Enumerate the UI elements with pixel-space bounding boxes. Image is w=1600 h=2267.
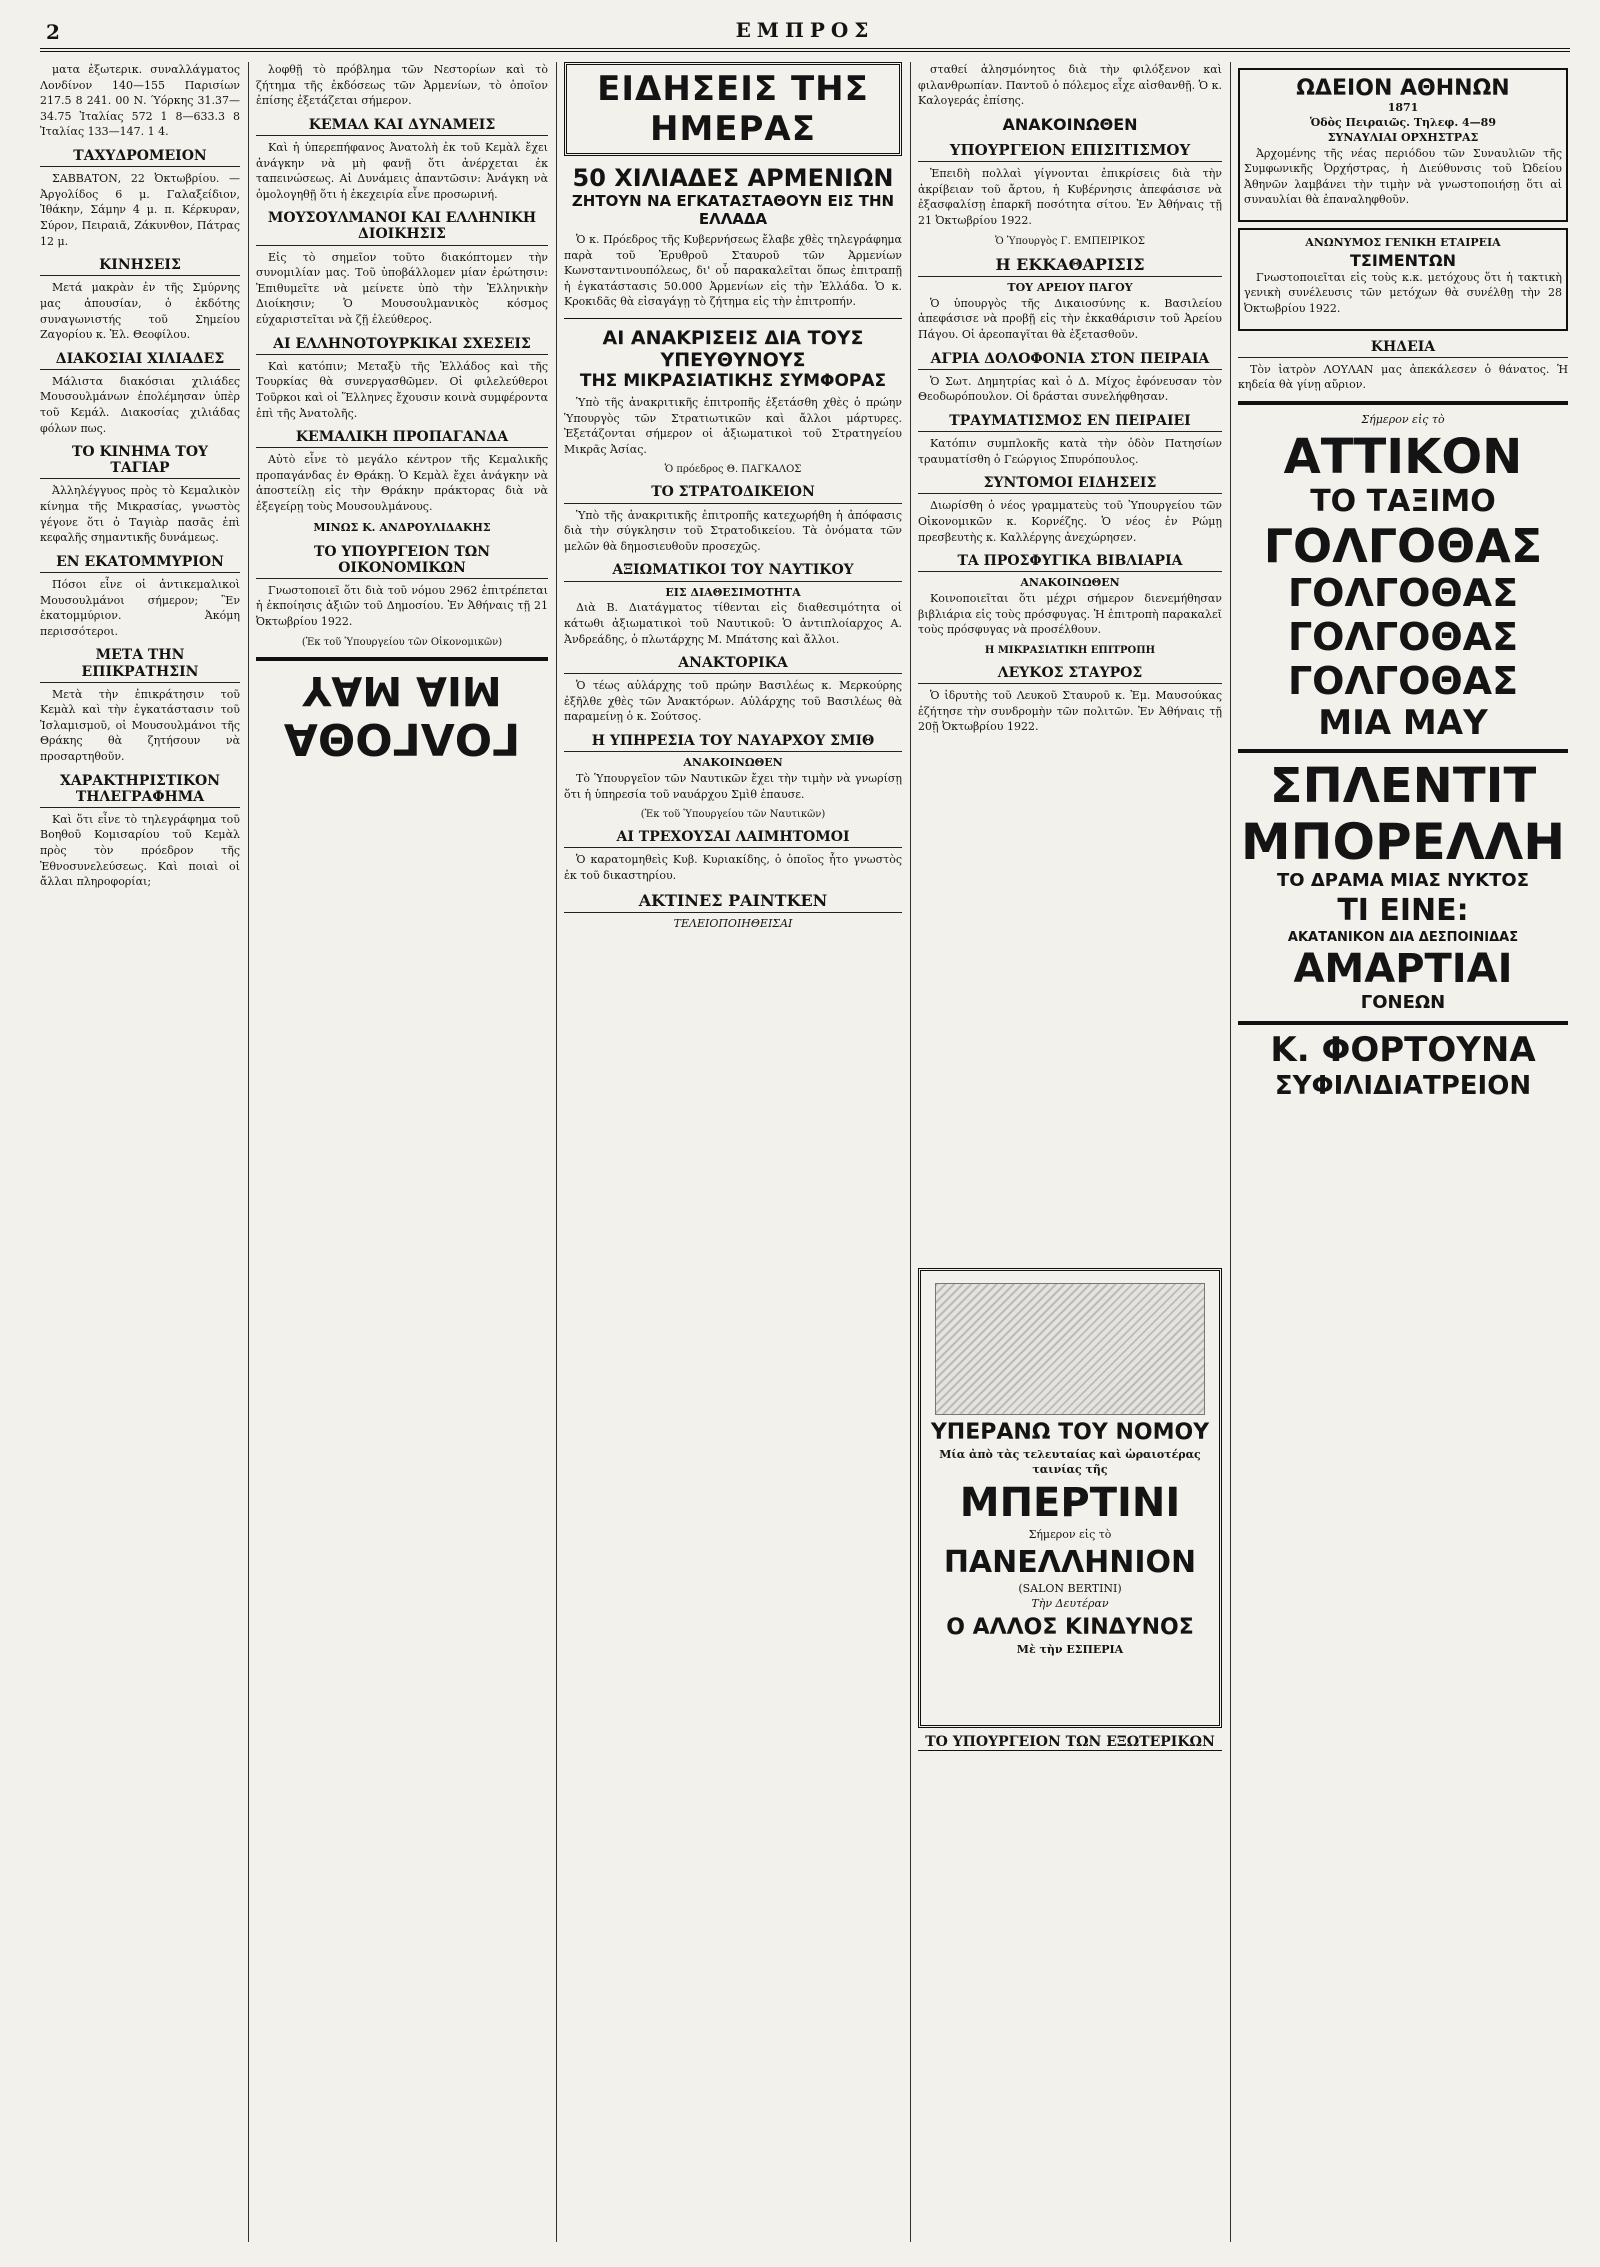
column4-intro: σταθεί ἀλησμόνητος διὰ τὴν φιλόξενον καὶ φιλανθρωπίαν. Παντοῦ ὁ πόλεμος εἶχε αἰσθανθῇ. Ὁ κ. Καλογεράς ἐπίσης. <box>918 63 1222 108</box>
after-prevalence-text: Μετὰ τὴν ἐπικράτησιν τοῦ Κεμὰλ καὶ τὴν ἐγκατάστασιν τοῦ Ἰσλαμισμοῦ, οἱ Μουσουλμάνοι τῆς Θράκης θὰ ζητήσουν νὰ προσαρτηθοῦν. <box>40 687 240 764</box>
cement-text: Γνωστοποιεῖται εἰς τοὺς κ.κ. μετόχους ὅτι ἡ τακτικὴ γενικὴ συνέλευσις τῶν μετόχων θὰ συνέλθῃ τὴν 28 Ὀκτωβρίου 1922. <box>1244 270 1562 316</box>
ad-other-danger: Ο ΑΛΛΟΣ ΚΙΝΔΥΝΟΣ <box>946 1614 1194 1640</box>
inquiries-title: ΑΙ ΑΝΑΚΡΙΣΕΙΣ ΔΙΑ ΤΟΥΣ ΥΠΕΥΘΥΝΟΥΣ <box>602 327 864 372</box>
newspaper-page <box>40 18 1570 2248</box>
attikon-today: Σήμερον εἰς τὸ <box>1361 412 1445 426</box>
drama-title: ΤΟ ΔΡΑΜΑ ΜΙΑΣ ΝΥΚΤΟΣ <box>1276 870 1530 892</box>
guillotines-heading: ΑΙ ΤΡΕΧΟΥΣΑΙ ΛΑΙΜΗΤΟΜΟΙ <box>564 829 902 848</box>
exchange-rates: ματα ἐξωτερικ. συναλλάγματος Λονδίνον 140—155 Παρισίων 217.5 8 241. 00 Ν. Ύόρκης 31.37—34.75 Ἰταλίας 572 1 8—633.3 8 Ἰταλίας 133—147. 1 4. <box>40 63 240 139</box>
odeion-address: Ὁδὸς Πειραιῶς. Τηλεφ. 4—89 <box>1310 115 1496 129</box>
armenians-subtitle: ΖΗΤΟΥΝ ΝΑ ΕΓΚΑΤΑΣΤΑΘΟΥΝ ΕΙΣ ΤΗΝ ΕΛΛΑΔΑ <box>571 192 895 228</box>
announcement-label: ΑΝΑΚΟΙΝΩΘΕΝ <box>1002 114 1138 134</box>
finance-ministry-source: (Ἐκ τοῦ Ὑπουργείου τῶν Οἰκονομικῶν) <box>301 636 503 648</box>
injury-text: Κατόπιν συμπλοκῆς κατὰ τὴν ὁδὸν Πατησίων τραυματίσθη ὁ Γεώργιος Σπυρόπουλος. <box>918 436 1222 466</box>
divider <box>1238 401 1568 405</box>
admiral-smith-heading: Η ΥΠΗΡΕΣΙΑ ΤΟΥ ΝΑΥΑΡΧΟΥ ΣΜΙΘ <box>564 733 902 752</box>
short-news-text: Διωρίσθη ὁ νέος γραμματεὺς τοῦ Ὑπουργείου τῶν Οἰκονομικῶν κ. Κορνέζης. Ὁ νέος ἐν Ρώμῃ πρεσβευτὴς κ. Καλλέργης ἀνεχώρησεν. <box>918 499 1222 544</box>
two-hundred-thousand-text: Μάλιστα διακόσιαι χιλιάδες Μουσουλμάνων ἐπολέμησαν ὑπὲρ τοῦ Κεμάλ. Διακοσίας χιλιάδας φόλων πως. <box>40 374 240 435</box>
refugee-booklets-subheading: ΑΝΑΚΟΙΝΩΘΕΝ <box>1020 576 1120 590</box>
murder-heading: ΑΓΡΙΑ ΔΟΛΟΦΟΝΙΑ ΣΤΟΝ ΠΕΙΡΑΙΑ <box>918 351 1222 370</box>
two-hundred-thousand-heading: ΔΙΑΚΟΣΙΑΙ ΧΙΛΙΑΔΕΣ <box>40 351 240 370</box>
supply-ministry-text: Ἐπειδὴ πολλαὶ γίγνονται ἐπικρίσεις διὰ τὴν ἀκρίβειαν τοῦ ἄρτου, ἡ Κυβέρνησις ἀπεφάσισε νὰ ἐξασφαλίσῃ ἐπαρκῆ ποσότητα σίτου. Ἐν Ἀθήναις τῇ 21 Ὀκτωβρίου 1922. <box>918 167 1222 227</box>
cement-company-ad <box>1238 228 1568 331</box>
tagiar-heading: ΤΟ ΚΙΝΗΜΑ ΤΟΥ ΤΑΓΙΑΡ <box>40 444 240 479</box>
ad-above-the-law: ΥΠΕΡΑΝΩ ΤΟΥ ΝΟΜΟΥ <box>930 1420 1210 1445</box>
x-rays-heading: ΑΚΤΙΝΕΣ ΡΑΙΝΤΚΕΝ <box>564 892 902 913</box>
column-5 <box>1238 62 1568 2242</box>
purge-text: Ὁ ὑπουργὸς τῆς Δικαιοσύνης κ. Βασιλείου ἀπεφάσισε νὰ προβῇ εἰς τὴν ἐκκαθάρισιν τοῦ Ἀρείου Πάγου. Οἱ ἀρεοπαγῖται θὰ ἐξετασθοῦν. <box>918 296 1222 341</box>
upside-down-ad <box>256 666 548 764</box>
ad-panellinion: ΠΑΝΕΛΛΗΝΙΟΝ <box>943 1544 1197 1580</box>
fortouna-name: Κ. ΦΟΡΤΟΥΝΑ <box>1270 1030 1536 1071</box>
column2-intro: λοφθῇ τὸ πρόβλημα τῶν Νεστορίων καὶ τὸ ζήτημα τῆς ἐκδόσεως τῶν Ἀρμενίων, τὸ ὁποῖον ἐπίσης ἐξετάζεται σήμερον. <box>256 63 548 108</box>
admiral-smith-source: (Ἐκ τοῦ Ὑπουργείου τῶν Ναυτικῶν) <box>640 809 826 821</box>
ti-eine-title: ΤΙ ΕΙΝΕ: <box>1337 893 1469 929</box>
odeion-year: 1871 <box>1387 101 1419 114</box>
palace-news-heading: ΑΝΑΚΤΟΡΙΚΑ <box>564 655 902 674</box>
supply-ministry-heading: ΥΠΟΥΡΓΕΙΟΝ ΕΠΙΣΙΤΙΣΜΟΥ <box>918 142 1222 162</box>
column-4 <box>918 62 1222 2242</box>
greek-turkish-text: Καὶ κατόπιν; Μεταξὺ τῆς Ἑλλάδος καὶ τῆς Τουρκίας θὰ συνεργασθῶμεν. Οἱ φιλελεύθεροι Τοῦρκοι καὶ οἱ Ἕλληνες ἔχουσιν κοινὰ συμφέροντα ἐπὶ τῆς Ἀνατολῆς. <box>256 359 548 420</box>
white-cross-heading: ΛΕΥΚΟΣ ΣΤΑΥΡΟΣ <box>918 665 1222 684</box>
armenians-text: Ὁ κ. Πρόεδρος τῆς Κυβερνήσεως ἔλαβε χθὲς τηλεγράφημα παρὰ τοῦ Ἐρυθροῦ Σταυροῦ τῶν Ἀρμενίων Κωνσταντινουπόλεως, δι' οὗ παρακαλεῖται ὅπως ἐπιτραπῇ ἡ ἐγκατάστασις 50.000 Ἀρμενίων εἰς τὴν Ἑλλάδα. Ὁ κ. Κροκιδᾶς θὰ εἰσαγάγῃ τὸ ζήτημα εἰς τὴν ἐπιτροπήν. <box>564 233 902 309</box>
amartiai-title: ΑΜΑΡΤΙΑΙ <box>1293 946 1513 993</box>
refugee-booklets-text: Κοινοποιεῖται ὅτι μέχρι σήμερον διενεμήθησαν βιβλιάρια εἰς τοὺς πρόσφυγας. Ἡ ἐπιτροπὴ παρακαλεῖ τοὺς πρόσφυγας νὰ προσέλθουν. <box>918 592 1222 637</box>
asia-minor-committee: Η ΜΙΚΡΑΣΙΑΤΙΚΗ ΕΠΙΤΡΟΠΗ <box>984 644 1156 656</box>
armenians-title: 50 ΧΙΛΙΑΔΕΣ ΑΡΜΕΝΙΩΝ <box>572 164 894 192</box>
akatanikon-title: ΑΚΑΤΑΝΙΚΟΝ ΔΙΑ ΔΕΣΠΟΙΝΙΔΑΣ <box>1287 929 1519 945</box>
one-million-text: Πόσοι εἶνε οἱ ἀντικεμαλικοὶ Μουσουλμάνοι σήμερον; Ἓν ἑκατομμύριον. Ἀκόμη περισσότεροι. <box>40 577 240 638</box>
inquiries-signature: Ὁ πρόεδρος Θ. ΠΑΓΚΑΛΟΣ <box>664 464 802 476</box>
odeion-concerts: ΣΥΝΑΥΛΙΑΙ ΟΡΧΗΣΤΡΑΣ <box>1327 130 1479 144</box>
golgothas-1: ΓΟΛΓΟΘΑΣ <box>1263 518 1543 573</box>
column-rule <box>910 62 911 2242</box>
funeral-text: Τὸν ἰατρὸν ΛΟΥΛΑΝ μας ἀπεκάλεσεν ὁ θάνατος. Ἡ κηδεία θὰ γίνῃ αὔριον. <box>1238 362 1568 392</box>
funeral-heading: ΚΗΔΕΙΑ <box>1238 339 1568 358</box>
x-rays-subheading: ΤΕΛΕΙΟΠΟΙΗΘΕΙΣΑΙ <box>673 916 793 930</box>
column-2 <box>256 62 548 2242</box>
greek-turkish-heading: ΑΙ ΕΛΛΗΝΟΤΟΥΡΚΙΚΑΙ ΣΧΕΣΕΙΣ <box>256 336 548 355</box>
syfilidiatreion: ΣΥΦΙΛΙΔΙΑΤΡΕΙΟΝ <box>1274 1070 1532 1101</box>
tagiar-text: Ἀλληλέγγυος πρὸς τὸ Κεμαλικὸν κίνημα τῆς Μικρασίας, γνωστὸς γέγονε ὅτι ὁ Ταγιὰρ πασᾶς ἐπὶ κεφαλῆς σημαντικῆς δυνάμεως. <box>40 484 240 545</box>
divider <box>1238 749 1568 753</box>
foreign-ministry-heading: ΤΟ ΥΠΟΥΡΓΕΙΟΝ ΤΩΝ ΕΞΩΤΕΡΙΚΩΝ <box>918 1734 1222 1751</box>
admiral-smith-subheading: ΑΝΑΚΟΙΝΩΘΕΝ <box>683 756 783 770</box>
post-text: ΣΑΒΒΑΤΟΝ, 22 Ὀκτωβρίου. — Ἀργολίδος 6 μ. Γαλαξείδιον, Ἰθάκην, Σάμην 4 μ. π. Κέρκυραν, Σύρον, Πειραιᾶ, Ζάκυνθον, Πάτρας 12 μ. <box>40 172 240 248</box>
after-prevalence-heading: ΜΕΤΑ ΤΗΝ ΕΠΙΚΡΑΤΗΣΙΝ <box>40 647 240 682</box>
divider <box>1238 1021 1568 1025</box>
naval-officers-heading: ΑΞΙΩΜΑΤΙΚΟΙ ΤΟΥ ΝΑΥΤΙΚΟΥ <box>564 562 902 581</box>
telegram-text: Καὶ ὅτι εἶνε τὸ τηλεγράφημα τοῦ Βοηθοῦ Κομισαρίου τοῦ Κεμὰλ πρὸς τὸν πρόεδρον τῆς Ἐθνοσυνελεύσεως. Καὶ ποιαὶ οἱ ἄλλαι πληροφορίαι; <box>40 812 240 889</box>
post-heading: ΤΑΧΥΔΡΟΜΕΙΟΝ <box>40 148 240 167</box>
movements-heading: ΚΙΝΗΣΕΙΣ <box>40 257 240 276</box>
admiral-smith-text: Τὸ Ὑπουργεῖον τῶν Ναυτικῶν ἔχει τὴν τιμὴν νὰ γνωρίσῃ ὅτι ἡ ὑπηρεσία τοῦ ναυάρχου Σμὶθ ἐπαυσε. <box>564 772 902 801</box>
finance-ministry-text: Γνωστοποιεῖ ὅτι διὰ τοῦ νόμου 2962 ἐπιτρέπεται ἡ ἐκποίησις ἀξιῶν τοῦ Δημοσίου. Ἐν Ἀθήναις τῇ 21 Ὀκτωβρίου 1922. <box>256 583 548 628</box>
ad-tagline: Μία ἀπὸ τὰς τελευταίας καὶ ὡραιοτέρας ταινίας τῆς <box>939 1448 1201 1476</box>
movements-text: Μετά μακρὰν ἐν τῆς Σμύρνης μας ἀπουσίαν, ὁ ἐκδότης συναγωνιστής τοῦ Σημείου Ζαγορίου κ. Ἑλ. Θεοφίλου. <box>40 281 240 342</box>
attikon-cinema: ΑΤΤΙΚΟΝ <box>1283 428 1523 485</box>
ad-esperia: Μὲ τὴν ΕΣΠΕΡΙΑ <box>1016 1642 1124 1656</box>
golgothas-2: ΓΟΛΓΟΘΑΣ <box>1287 570 1519 615</box>
cement-title: ΑΝΩΝΥΜΟΣ ΓΕΝΙΚΗ ΕΤΑΙΡΕΙΑ <box>1305 235 1501 249</box>
court-martial-heading: ΤΟ ΣΤΡΑΤΟΔΙΚΕΙΟΝ <box>564 484 902 503</box>
purge-heading: Η ΕΚΚΑΘΑΡΙΣΙΣ <box>918 256 1222 277</box>
flip-ad-golgotha: ΓΟΛΓΟΘΑ <box>283 712 521 764</box>
muslims-text: Εἰς τὸ σημεῖον τοῦτο διακόπτομεν τὴν συνομιλίαν μας. Τοῦ ὑποβάλλομεν μίαν ἐρώτησιν: Ἐπιθυμεῖτε νὰ μείνετε ὑπὸ τὴν Ἑλληνικὴν Διοίκησιν; Ὁ Μουσουλμανικὸς κόσμος εὐχαριστεῖται νὰ ζῇ ἐλεύθερος. <box>256 250 548 326</box>
goneon-title: ΓΟΝΕΩΝ <box>1360 992 1446 1014</box>
mia-may-title: ΜΙΑ ΜΑΥ <box>1318 702 1488 743</box>
cement-subtitle: ΤΣΙΜΕΝΤΩΝ <box>1350 250 1456 270</box>
column-3 <box>564 62 902 2242</box>
short-news-heading: ΣΥΝΤΟΜΟΙ ΕΙΔΗΣΕΙΣ <box>918 475 1222 494</box>
golgothas-4: ΓΟΛΓΟΘΑΣ <box>1287 658 1519 703</box>
column-rule <box>1230 62 1231 2242</box>
page-number: 2 <box>46 20 60 44</box>
finance-ministry-heading: ΤΟ ΥΠΟΥΡΓΕΙΟΝ ΤΩΝ ΟΙΚΟΝΟΜΙΚΩΝ <box>256 544 548 579</box>
news-of-the-day-banner: ΕΙΔΗΣΕΙΣ ΤΗΣ ΗΜΕΡΑΣ <box>564 62 902 156</box>
taxeimo-title: ΤΟ ΤΑΞΙΜΟ <box>1310 484 1496 520</box>
kemal-powers-heading: ΚΕΜΑΛ ΚΑΙ ΔΥΝΑΜΕΙΣ <box>256 117 548 136</box>
divider <box>564 318 902 319</box>
masthead <box>40 18 1570 52</box>
muslims-heading: ΜΟΥΣΟΥΛΜΑΝΟΙ ΚΑΙ ΕΛΛΗΝΙΚΗ ΔΙΟΙΚΗΣΙΣ <box>256 210 548 245</box>
column-1 <box>40 62 240 2242</box>
propaganda-heading: ΚΕΜΑΛΙΚΗ ΠΡΟΠΑΓΑΝΔΑ <box>256 429 548 448</box>
white-cross-text: Ὁ ἱδρυτὴς τοῦ Λευκοῦ Σταυροῦ κ. Ἐμ. Μαυσούκας ἐζήτησε τὴν συνδρομὴν τῶν πολιτῶν. Ἐν Ἀθήναις τῇ 20ῇ Ὀκτωβρίου 1922. <box>918 688 1222 734</box>
refugee-booklets-heading: ΤΑ ΠΡΟΣΦΥΓΙΚΑ ΒΙΒΛΙΑΡΙΑ <box>918 553 1222 572</box>
court-martial-text: Ὑπὸ τῆς ἀνακριτικῆς ἐπιτροπῆς κατεχωρήθη ἡ ἀπόφασις διὰ τὴν σύγκλησιν τοῦ Στρατοδικείου. Τὰ ὀνόματα τῶν μελῶν θὰ δημοσιευθοῦν προσεχῶς. <box>564 508 902 553</box>
illustration-image <box>935 1283 1205 1415</box>
column-rule <box>248 62 249 2242</box>
injury-heading: ΤΡΑΥΜΑΤΙΣΜΟΣ ΕΝ ΠΕΙΡΑΙΕΙ <box>918 413 1222 432</box>
purge-subheading: ΤΟΥ ΑΡΕΙΟΥ ΠΑΓΟΥ <box>1007 280 1133 294</box>
palace-news-text: Ὁ τέως αὐλάρχης τοῦ πρώην Βασιλέως κ. Μερκούρης ἐξῆλθε χθὲς τῶν Ἀνακτόρων. Αὐλάρχης τοῦ Βασιλέως θὰ παραμείνῃ ὁ κ. Σούτσος. <box>564 679 902 724</box>
murder-text: Ὁ Σωτ. Δημητρίας καὶ ὁ Δ. Μίχος ἐφόνευσαν τὸν Θεοδωρόπουλον. Οἱ δράσται συνελήφθησαν. <box>918 374 1222 404</box>
splendit-cinema: ΣΠΛΕΝΤΙΤ <box>1269 758 1537 815</box>
ad-bertini: ΜΠΕΡΤΙΝΙ <box>959 1479 1181 1526</box>
kemal-powers-text: Καὶ ἡ ὑπερεπήφανος Ἀνατολὴ ἐκ τοῦ Κεμὰλ ἔχει ἀνάγκην νὰ μὴ φανῇ ὅτι ἀνέρχεται ἐκ ταπεινώσεως. Αἱ Δυνάμεις ἀπαντῶσιν: Ἀνάγκη νὰ ὁμολογηθῇ ὅτι ἡ ἐκεχειρία εἶνε προσωρινή. <box>256 140 548 201</box>
guillotines-text: Ὁ καρατομηθεὶς Κυβ. Κυριακίδης, ὁ ὁποῖος ἦτο γνωστὸς ἐκ τοῦ δικαστηρίου. <box>564 853 902 882</box>
column-rule <box>556 62 557 2242</box>
author-signature: ΜΙΝΩΣ Κ. ΑΝΔΡΟΥΛΙΔΑΚΗΣ <box>313 520 491 534</box>
ad-today-at: Σήμερον εἰς τὸ <box>1028 1527 1112 1541</box>
golgothas-3: ΓΟΛΓΟΘΑΣ <box>1287 614 1519 659</box>
odeion-text: Ἀρχομένης τῆς νέας περιόδου τῶν Συναυλιῶν τῆς Συμφωνικῆς Ὀρχήστρας, ἡ Διεύθυνσις τοῦ Ὠδείου Ἀθηνῶν λαμβάνει τὴν τιμὴν νὰ γνωστοποιήσῃ ὅτι αἱ συναυλίαι θὰ ἐπαναληφθοῦν. <box>1244 146 1562 207</box>
telegram-heading: ΧΑΡΑΚΤΗΡΙΣΤΙΚΟΝ ΤΗΛΕΓΡΑΦΗΜΑ <box>40 773 240 808</box>
divider <box>256 657 548 661</box>
propaganda-text: Αὐτὸ εἶνε τὸ μεγάλο κέντρον τῆς Κεμαλικῆς προπαγάνδας ἐν Θράκῃ. Ὁ Κεμὰλ ἔχει ἀνάγκην νὰ ἀποστείλῃ εἰς τὴν Θράκην πράκτορας διὰ νὰ ἐξεγείρῃ τοὺς Μουσουλμάνους. <box>256 453 548 514</box>
naval-officers-subheading: ΕΙΣ ΔΙΑΘΕΣΙΜΟΤΗΤΑ <box>665 585 801 599</box>
ad-monday: Τὴν Δευτέραν <box>1031 1596 1109 1610</box>
inquiries-text: Ὑπὸ τῆς ἀνακριτικῆς ἐπιτροπῆς ἐξετάσθη χθὲς ὁ πρώην Ὑπουργὸς τῶν Στρατιωτικῶν καὶ ἄλλοι μάρτυρες. Ἐξετάζονται σήμερον οἱ ἀξιωματικοὶ τοῦ Στρατηγείου Μικρᾶς Ἀσίας. <box>564 396 902 456</box>
newspaper-title: ΕΜΠΡΟΣ <box>735 18 875 42</box>
supply-ministry-signature: Ὁ Ὑπουργὸς Γ. ΕΜΠΕΙΡΙΚΟΣ <box>995 235 1145 247</box>
bertini-film-ad <box>918 1268 1222 1728</box>
flip-ad-mia-may: ΜΙΑ ΜΑΥ <box>302 666 502 713</box>
one-million-heading: ΕΝ ΕΚΑΤΟΜΜΥΡΙΟΝ <box>40 554 240 573</box>
borelli-title: ΜΠΟΡΕΛΛΗ <box>1240 812 1566 871</box>
naval-officers-text: Διὰ Β. Διατάγματος τίθενται εἰς διαθεσιμότητα οἱ κάτωθι ἀξιωματικοὶ τοῦ Ναυτικοῦ: Ὁ ἀντιπλοίαρχος Α. Ἀνδρεάδης, ὁ πλωτάρχης Μ. Μπάτσης καὶ ἄλλοι. <box>564 601 902 646</box>
inquiries-subtitle: ΤΗΣ ΜΙΚΡΑΣΙΑΤΙΚΗΣ ΣΥΜΦΟΡΑΣ <box>579 371 887 392</box>
ad-salon: (SALON BERTINI) <box>1018 1582 1122 1596</box>
odeion-ad <box>1238 68 1568 222</box>
odeion-title: ΩΔΕΙΟΝ ΑΘΗΝΩΝ <box>1296 76 1510 101</box>
